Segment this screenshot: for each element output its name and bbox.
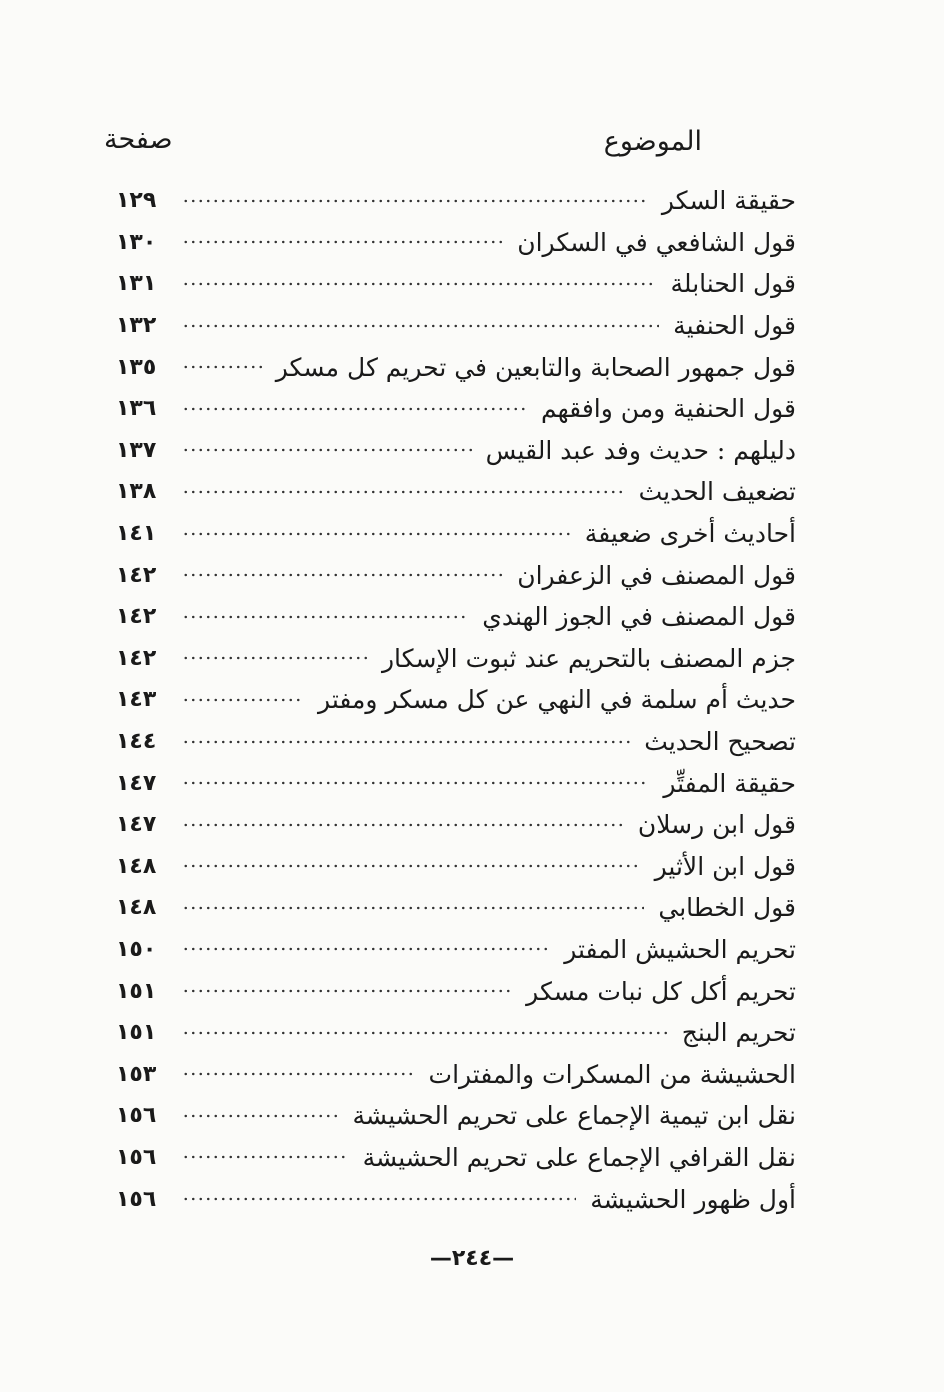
toc-entry: [116, 180, 796, 222]
toc-entry-page: ١٤١: [116, 521, 157, 547]
dot-leader: [182, 1069, 415, 1079]
toc-entry: [116, 263, 796, 305]
toc-entry: [116, 430, 796, 472]
toc-entry-page: ١٣٧: [116, 437, 157, 463]
dot-leader: [182, 321, 659, 331]
toc-entry: [116, 721, 796, 763]
toc-entry: [116, 471, 796, 513]
dot-leader: [182, 1152, 349, 1162]
toc-entry-title: حقيقة السكر: [661, 186, 796, 216]
toc-entry-page: ١٣٦: [116, 396, 157, 422]
toc-entry-page: ١٥١: [116, 1020, 157, 1046]
dot-leader: [182, 237, 503, 247]
toc-entry: [116, 1137, 796, 1179]
toc-entry-title: قول ابن الأثير: [654, 851, 796, 881]
toc-entry: [116, 1053, 796, 1095]
page-column-heading: صفحة: [104, 124, 173, 155]
dot-leader: [182, 737, 630, 747]
toc-entry-page: ١٣٨: [116, 479, 157, 505]
toc-entry-page: ١٣٢: [116, 313, 157, 339]
page-footer: [0, 1246, 944, 1271]
page-number: —٢٤٤—: [429, 1246, 515, 1271]
dot-leader: [182, 944, 550, 954]
toc-entry-page: ١٥٣: [116, 1061, 157, 1087]
toc-entry-page: ١٤٤: [116, 729, 157, 755]
dot-leader: [182, 445, 472, 455]
toc-entry-title: تحريم أكل كل نبات مسكر: [526, 976, 796, 1006]
toc-entry-title: جزم المصنف بالتحريم عند ثبوت الإسكار: [381, 643, 796, 673]
toc-entry: [116, 679, 796, 721]
toc-entry-page: ١٤٢: [116, 604, 157, 630]
toc-entry-title: حقيقة المفتِّر: [663, 768, 796, 798]
toc-entry: [116, 554, 796, 596]
topic-column-heading: الموضوع: [603, 126, 702, 157]
toc-entry-title: قول ابن رسلان: [637, 810, 796, 840]
dot-leader: [182, 1111, 339, 1121]
toc-entry: [116, 762, 796, 804]
toc-entry-title: دليلهم : حديث وفد عبد القيس: [485, 435, 796, 465]
toc-entry-title: تضعيف الحديث: [638, 477, 796, 507]
toc-entry-title: تحريم البنج: [681, 1018, 796, 1048]
table-of-contents: [116, 180, 796, 1220]
toc-entry-title: قول المصنف في الجوز الهندي: [482, 602, 796, 632]
dot-leader: [182, 404, 527, 414]
toc-entry-page: ١٤٢: [116, 645, 157, 671]
toc-entry: [116, 887, 796, 929]
dot-leader: [182, 570, 503, 580]
dot-leader: [182, 695, 304, 705]
toc-entry-page: ١٥٦: [116, 1186, 157, 1212]
dot-leader: [182, 1194, 576, 1204]
dot-leader: [182, 612, 468, 622]
toc-entry: [116, 346, 796, 388]
toc-entry-page: ١٤٨: [116, 895, 157, 921]
dot-leader: [182, 903, 644, 913]
toc-entry-title: تصحيح الحديث: [644, 727, 796, 757]
toc-entry-title: قول الحنفية ومن وافقهم: [541, 394, 796, 424]
dot-leader: [182, 1028, 668, 1038]
dot-leader: [182, 653, 368, 663]
toc-entry-title: قول الشافعي في السكران: [517, 227, 796, 257]
toc-entry-title: أحاديث أخرى ضعيفة: [584, 519, 796, 549]
toc-entry-title: حديث أم سلمة في النهي عن كل مسكر ومفتر: [318, 685, 796, 715]
toc-entry-title: قول جمهور الصحابة والتابعين في تحريم كل مسكر: [275, 352, 796, 382]
toc-entry-title: نقل القرافي الإجماع على تحريم الحشيشة: [362, 1142, 796, 1172]
toc-entry: [116, 1178, 796, 1220]
toc-entry-page: ١٤٨: [116, 853, 157, 879]
toc-entry-page: ١٤٧: [116, 770, 157, 796]
toc-entry: [116, 970, 796, 1012]
dot-leader: [182, 487, 625, 497]
toc-entry: [116, 305, 796, 347]
toc-entry-page: ١٣١: [116, 271, 157, 297]
toc-entry: [116, 596, 796, 638]
toc-entry-title: قول الخطابي: [658, 893, 796, 923]
toc-entry-title: الحشيشة من المسكرات والمفترات: [428, 1059, 796, 1089]
toc-entry: [116, 1012, 796, 1054]
toc-entry: [116, 222, 796, 264]
toc-entry-page: ١٥٦: [116, 1103, 157, 1129]
toc-entry-page: ١٥٦: [116, 1144, 157, 1170]
toc-entry: [116, 388, 796, 430]
toc-entry: [116, 638, 796, 680]
toc-entry-title: قول المصنف في الزعفران: [517, 560, 796, 590]
toc-entry-page: ١٢٩: [116, 188, 157, 214]
dot-leader: [182, 362, 262, 372]
toc-entry-page: ١٥٠: [116, 936, 157, 962]
toc-entry-title: تحريم الحشيش المفتر: [564, 934, 796, 964]
toc-entry: [116, 1095, 796, 1137]
toc-entry: [116, 804, 796, 846]
dot-leader: [182, 861, 641, 871]
toc-entry-page: ١٤٢: [116, 562, 157, 588]
dot-leader: [182, 279, 657, 289]
toc-entry: [116, 513, 796, 555]
dot-leader: [182, 196, 648, 206]
toc-entry-page: ١٤٣: [116, 687, 157, 713]
toc-entry-page: ١٤٧: [116, 812, 157, 838]
dot-leader: [182, 529, 571, 539]
toc-entry-title: قول الحنفية: [673, 311, 796, 341]
toc-entry-page: ١٥١: [116, 978, 157, 1004]
dot-leader: [182, 778, 649, 788]
toc-entry: [116, 929, 796, 971]
dot-leader: [182, 986, 512, 996]
toc-entry-page: ١٣٠: [116, 229, 157, 255]
toc-entry-title: أول ظهور الحشيشة: [590, 1184, 796, 1214]
dot-leader: [182, 820, 624, 830]
toc-entry-title: قول الحنابلة: [670, 269, 796, 299]
toc-entry-page: ١٣٥: [116, 354, 157, 380]
toc-entry: [116, 846, 796, 888]
toc-entry-title: نقل ابن تيمية الإجماع على تحريم الحشيشة: [352, 1101, 796, 1131]
